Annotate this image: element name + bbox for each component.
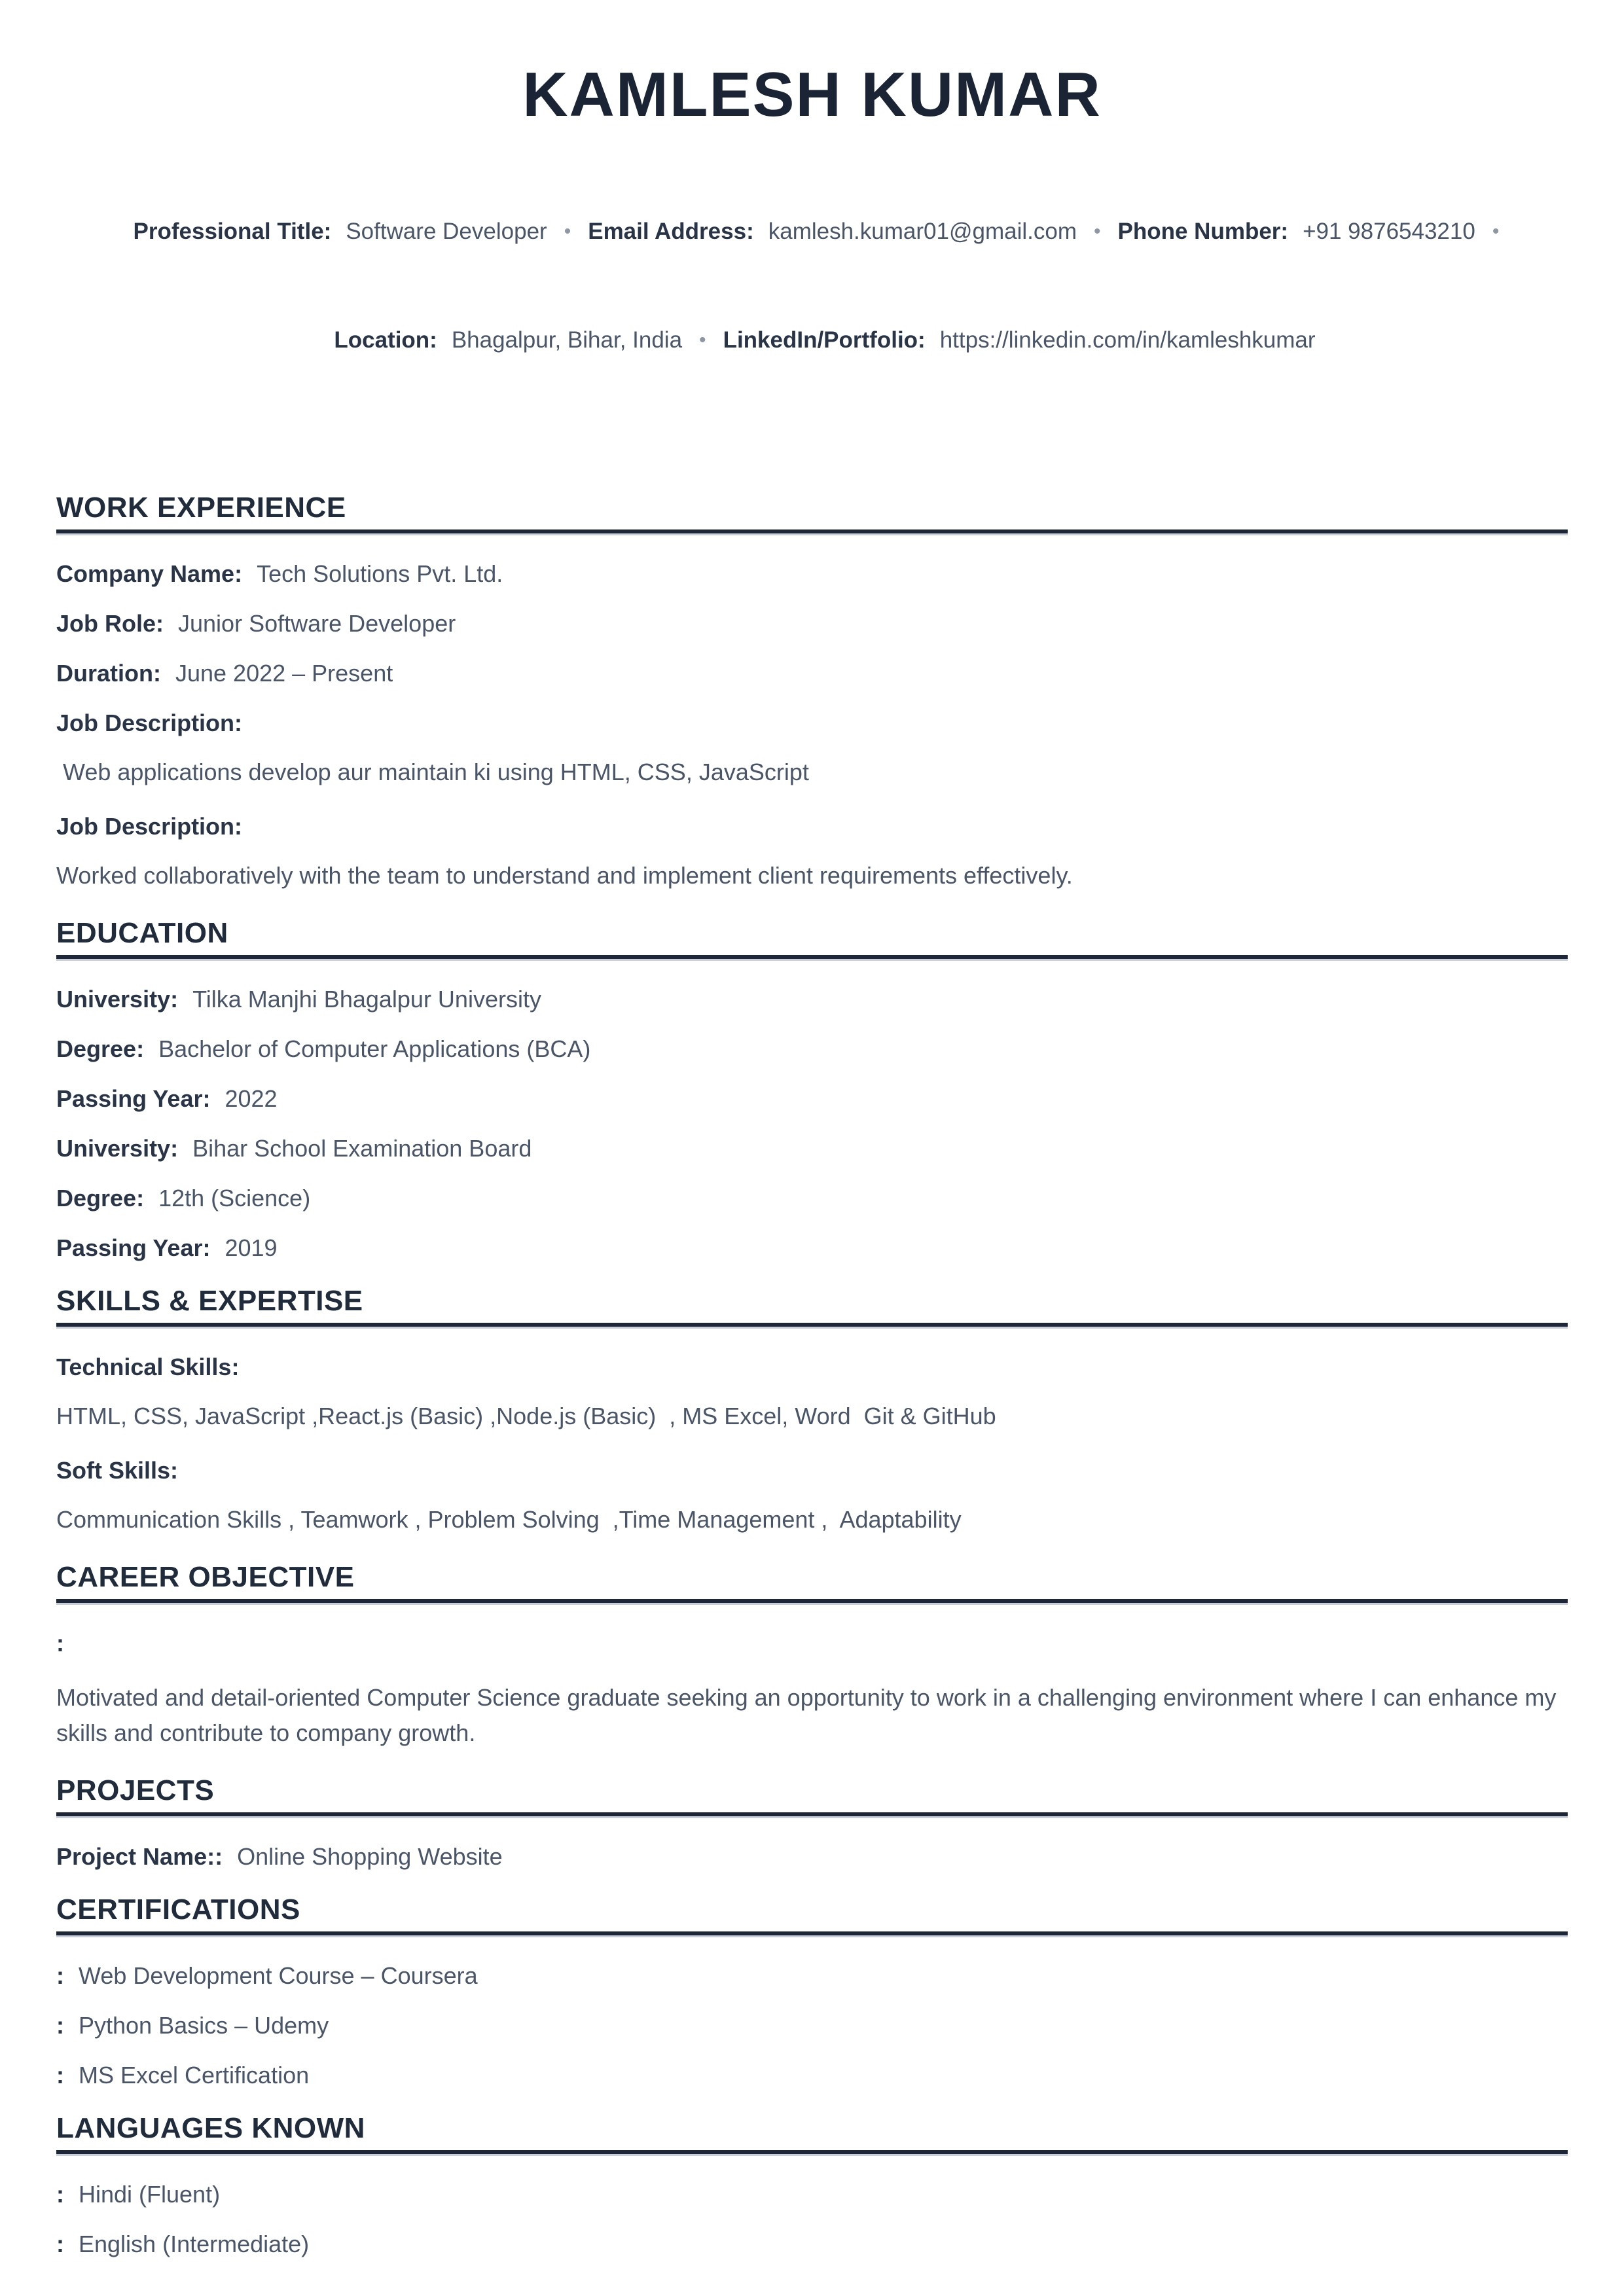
skills-heading: SKILLS & EXPERTISE (56, 1285, 363, 1317)
section-divider (56, 1599, 1568, 1603)
passing-year-row-2 (56, 1235, 1568, 1261)
certification-item (56, 1963, 1568, 1989)
project-name-value: Online Shopping Website (237, 1843, 503, 1870)
contact-line-1 (56, 188, 1568, 275)
job-description-text-1: Web applications develop aur maintain ki using HTML, CSS, JavaScript (56, 759, 809, 785)
objective-colon: : (56, 1630, 64, 1657)
company-label: Company Name: (56, 560, 243, 587)
passing-year-value-1: 2022 (225, 1085, 278, 1112)
degree-row-1 (56, 1036, 1568, 1062)
certification-item (56, 2013, 1568, 2039)
soft-skills-text: Communication Skills , Teamwork , Problem Solving ,Time Management , Adaptability (56, 1506, 962, 1533)
university-label-1: University: (56, 986, 179, 1013)
duration-label: Duration: (56, 660, 161, 687)
degree-label-1: Degree: (56, 1035, 145, 1062)
section-projects (56, 1774, 1568, 1870)
section-career-objective (56, 1561, 1568, 1751)
contact-line-2 (56, 297, 1568, 384)
certification-text: MS Excel Certification (79, 2062, 310, 2089)
university-row-1 (56, 986, 1568, 1013)
phone-value: +91 9876543210 (1303, 219, 1475, 244)
degree-value-1: Bachelor of Computer Applications (BCA) (158, 1035, 591, 1062)
passing-year-row-1 (56, 1086, 1568, 1112)
professional-title-label: Professional Title: (133, 219, 332, 244)
university-row-2 (56, 1136, 1568, 1162)
phone-label: Phone Number: (1117, 219, 1289, 244)
duration-value: June 2022 – Present (175, 660, 393, 687)
section-divider (56, 2150, 1568, 2154)
languages-heading: LANGUAGES KNOWN (56, 2112, 365, 2144)
certification-bullet: : (56, 2062, 64, 2089)
section-certifications (56, 1893, 1568, 2089)
section-divider (56, 1323, 1568, 1327)
university-label-2: University: (56, 1135, 179, 1162)
section-education (56, 917, 1568, 1261)
professional-title-value: Software Developer (346, 219, 547, 244)
language-bullet: : (56, 2181, 64, 2208)
separator-dot: • (1492, 221, 1500, 242)
soft-skills-label: Soft Skills: (56, 1457, 179, 1484)
section-skills (56, 1285, 1568, 1537)
certification-bullet: : (56, 2012, 64, 2039)
job-description-text-2: Worked collaboratively with the team to understand and implement client requirements effectively. (56, 862, 1073, 889)
language-item (56, 2181, 1568, 2208)
email-value: kamlesh.kumar01@gmail.com (768, 219, 1077, 244)
job-description-label-1: Job Description: (56, 709, 243, 736)
certification-bullet: : (56, 1962, 64, 1989)
linkedin-label: LinkedIn/Portfolio: (723, 327, 926, 353)
language-item (56, 2231, 1568, 2257)
language-text: English (Intermediate) (79, 2231, 310, 2257)
linkedin-url: https://linkedin.com/in/kamleshkumar (939, 327, 1316, 353)
certification-text: Python Basics – Udemy (79, 2012, 329, 2039)
company-row (56, 561, 1568, 587)
email-label: Email Address: (588, 219, 754, 244)
passing-year-value-2: 2019 (225, 1234, 278, 1261)
job-role-label: Job Role: (56, 610, 164, 637)
project-name-row (56, 1844, 1568, 1870)
technical-skills-text: HTML, CSS, JavaScript ,React.js (Basic) ,Node.js (Basic) , MS Excel, Word Git & GitHub (56, 1403, 996, 1429)
project-name-label: Project Name:: (56, 1843, 223, 1870)
certifications-heading: CERTIFICATIONS (56, 1893, 300, 1926)
degree-label-2: Degree: (56, 1185, 145, 1211)
passing-year-label-1: Passing Year: (56, 1085, 211, 1112)
degree-value-2: 12th (Science) (158, 1185, 311, 1211)
company-value: Tech Solutions Pvt. Ltd. (257, 560, 503, 587)
work-experience-heading: WORK EXPERIENCE (56, 492, 346, 524)
career-objective-heading: CAREER OBJECTIVE (56, 1561, 355, 1593)
certification-item (56, 2062, 1568, 2089)
degree-row-2 (56, 1185, 1568, 1211)
certification-text: Web Development Course – Coursera (79, 1962, 478, 1989)
objective-colon-row (56, 1630, 1568, 1657)
resume-name: KAMLESH KUMAR (522, 60, 1102, 130)
separator-dot: • (699, 329, 706, 351)
job-role-value: Junior Software Developer (178, 610, 456, 637)
job-description-label-2: Job Description: (56, 813, 243, 840)
separator-dot: • (1093, 221, 1101, 242)
language-text: Hindi (Fluent) (79, 2181, 221, 2208)
university-value-1: Tilka Manjhi Bhagalpur University (192, 986, 541, 1013)
separator-dot: • (564, 221, 571, 242)
education-heading: EDUCATION (56, 917, 228, 949)
location-value: Bhagalpur, Bihar, India (451, 327, 683, 353)
location-label: Location: (334, 327, 437, 353)
passing-year-label-2: Passing Year: (56, 1234, 211, 1261)
section-divider (56, 1812, 1568, 1816)
section-divider (56, 1931, 1568, 1935)
section-work-experience (56, 492, 1568, 893)
objective-text: Motivated and detail-oriented Computer Science graduate seeking an opportunity to work in a challenging environment where I can enhance my skills and contribute to company growth. (56, 1684, 1563, 1746)
projects-heading: PROJECTS (56, 1774, 215, 1806)
section-divider (56, 529, 1568, 533)
section-divider (56, 955, 1568, 959)
language-bullet: : (56, 2231, 64, 2257)
job-role-row (56, 611, 1568, 637)
university-value-2: Bihar School Examination Board (192, 1135, 532, 1162)
section-languages (56, 2112, 1568, 2257)
technical-skills-label: Technical Skills: (56, 1354, 240, 1380)
duration-row (56, 660, 1568, 687)
